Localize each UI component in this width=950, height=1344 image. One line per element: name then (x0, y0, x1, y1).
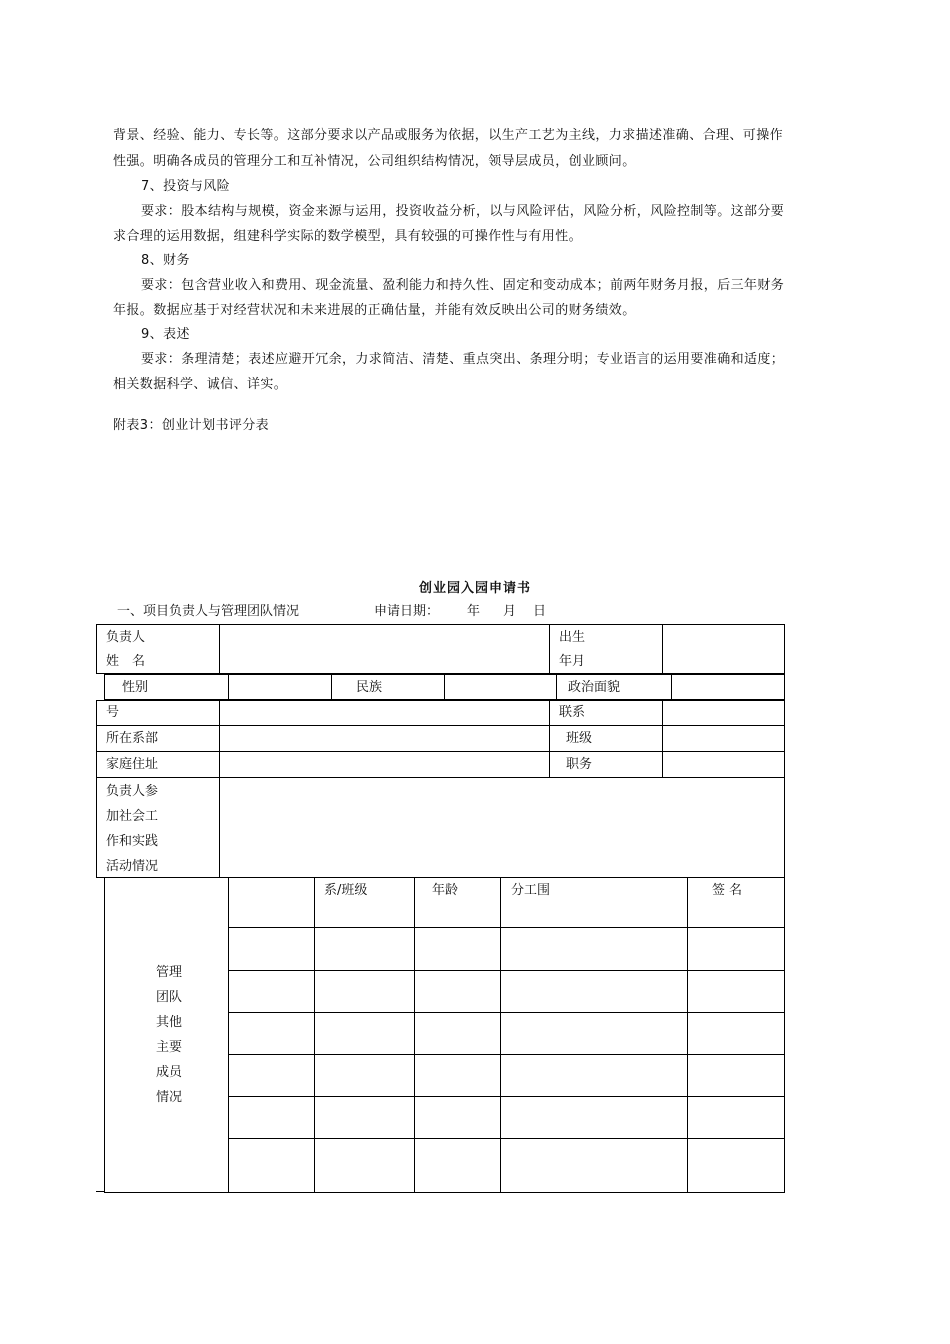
date-month: 月 (503, 604, 517, 619)
team-member-row[interactable] (229, 1013, 784, 1054)
paragraph-line: 性强。明确各成员的管理分工和互补情况，公司组织结构情况，领导层成员，创业顾问。 (113, 154, 636, 169)
team-header-age: 年龄 (432, 883, 459, 898)
class-field[interactable] (663, 726, 784, 751)
section-heading-investment: 7、投资与风险 (141, 179, 231, 194)
leader-name-field[interactable] (220, 625, 549, 673)
department-label: 所在系部 (106, 731, 159, 746)
birth-date-field[interactable] (663, 625, 784, 673)
appendix-caption: 附表3：创业计划书评分表 (113, 418, 270, 433)
contact-label: 联系 (559, 705, 586, 720)
team-header-dept-class: 系/班级 (324, 883, 368, 898)
team-member-row[interactable] (229, 1055, 784, 1096)
political-status-field[interactable] (672, 675, 784, 699)
id-number-label: 号 (106, 705, 120, 720)
team-member-row[interactable] (229, 971, 784, 1012)
team-label-line: 成员 (156, 1065, 183, 1080)
date-day: 日 (533, 604, 547, 619)
team-member-row[interactable] (229, 1139, 784, 1192)
paragraph-line: 相关数据科学、诚信、详实。 (113, 377, 288, 392)
paragraph-line: 年报。数据应基于对经营状况和未来进展的正确估量，并能有效反映出公司的财务绩效。 (113, 303, 636, 318)
paragraph-line: 要求：股本结构与规模，资金来源与运用，投资收益分析，以与风险评估，风险分析，风险控制等。这部分要 (141, 204, 785, 219)
paragraph-line: 求合理的运用数据，组建科学实际的数学模型，具有较强的可操作性与有用性。 (113, 229, 583, 244)
team-header-signature: 签名 (712, 883, 747, 898)
team-label-line: 情况 (156, 1090, 183, 1105)
team-label-line: 其他 (156, 1015, 183, 1030)
team-label-line: 主要 (156, 1040, 183, 1055)
birth-label: 出生 (559, 630, 586, 645)
activities-label-line: 作和实践 (106, 834, 159, 849)
contact-field[interactable] (663, 701, 784, 725)
ethnicity-field[interactable] (445, 675, 556, 699)
form-section-title: 一、项目负责人与管理团队情况 (117, 604, 300, 619)
form-title: 创业园入园申请书 (418, 581, 531, 596)
paragraph-line: 要求：包含营业收入和费用、现金流量、盈利能力和持久性、固定和变动成本；前两年财务月报，后三年财务 (141, 278, 785, 293)
ethnicity-label: 民族 (356, 680, 383, 695)
team-member-row[interactable] (229, 1097, 784, 1138)
address-field[interactable] (220, 752, 549, 777)
position-label: 职务 (566, 757, 593, 772)
paragraph-line: 背景、经验、能力、专长等。这部分要求以产品或服务为依据，以生产工艺为主线，力求描述准确、合理、可操作 (113, 128, 784, 143)
activities-label-line: 负责人参 (106, 784, 159, 799)
paragraph-line: 要求：条理清楚；表述应避开冗余，力求简洁、清楚、重点突出、条理分明；专业语言的运用要准确和适度； (141, 352, 785, 367)
address-label: 家庭住址 (106, 757, 159, 772)
gender-field[interactable] (229, 675, 331, 699)
section-heading-expression: 9、表述 (141, 327, 190, 342)
activities-label-line: 活动情况 (106, 859, 159, 874)
activities-label-line: 加社会工 (106, 809, 159, 824)
political-status-label: 政治面貌 (568, 680, 621, 695)
position-field[interactable] (663, 752, 784, 777)
birth-month-label: 年月 (559, 654, 586, 669)
team-label-line: 团队 (156, 990, 183, 1005)
team-member-row[interactable] (229, 928, 784, 970)
class-label: 班级 (566, 731, 593, 746)
date-year: 年 (467, 604, 481, 619)
id-number-field[interactable] (220, 701, 549, 725)
name-label: 姓 名 (106, 654, 146, 669)
activities-field[interactable] (220, 778, 784, 877)
team-header-division: 分工围 (511, 883, 551, 898)
department-field[interactable] (220, 726, 549, 751)
gender-label: 性别 (122, 680, 149, 695)
team-label-line: 管理 (156, 965, 183, 980)
leader-label: 负责人 (106, 630, 146, 645)
date-label: 申请日期： (374, 604, 440, 619)
section-heading-finance: 8、财务 (141, 253, 190, 268)
